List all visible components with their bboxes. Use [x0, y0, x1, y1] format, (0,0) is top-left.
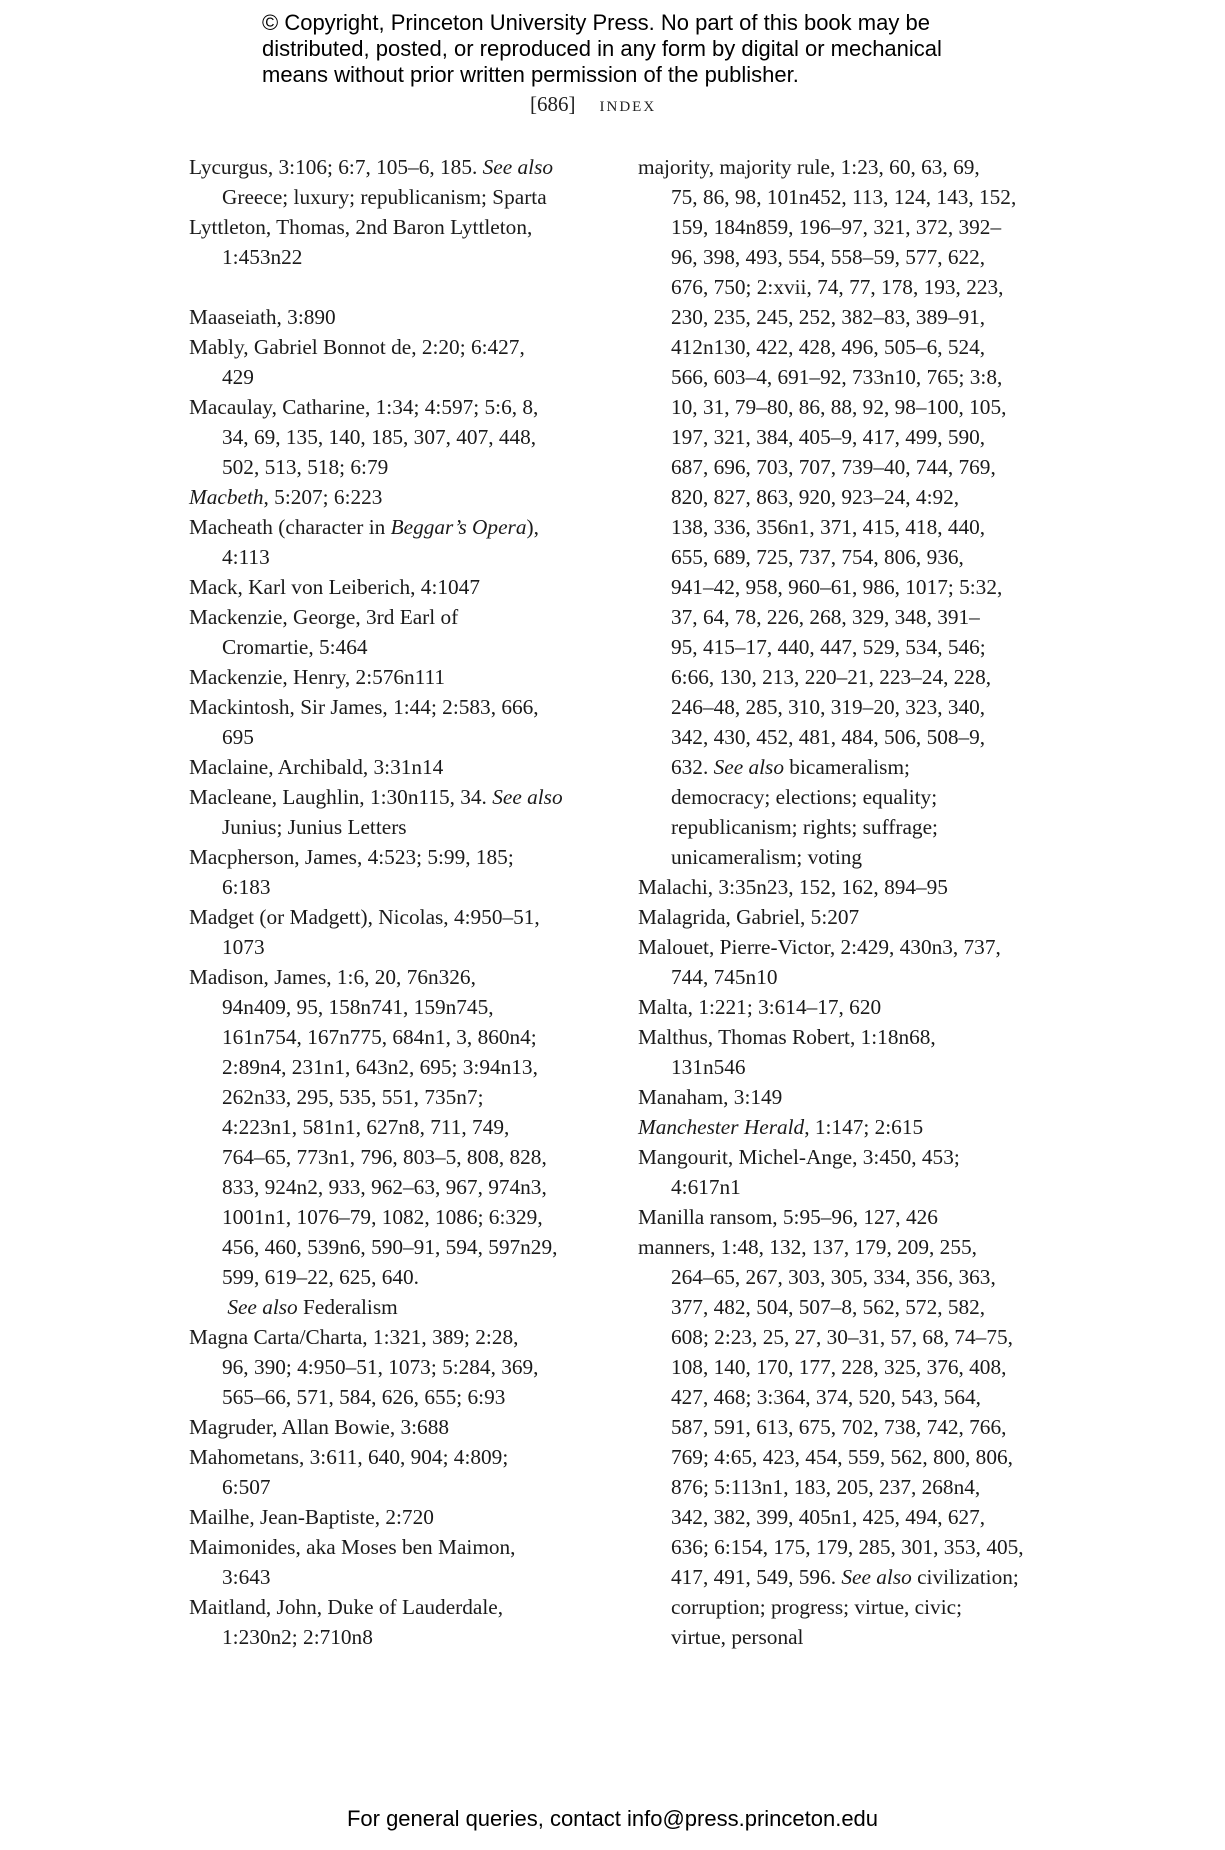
index-entry-continuation: 94n409, 95, 158n741, 159n745,	[222, 995, 494, 1019]
index-entry-continuation: 769; 4:65, 423, 454, 559, 562, 800, 806,	[671, 1445, 1013, 1469]
index-entry-continuation: 417, 491, 549, 596. See also civilization;	[671, 1565, 1019, 1589]
index-entry-continuation: democracy; elections; equality;	[671, 785, 938, 809]
index-entry-continuation: 566, 603–4, 691–92, 733n10, 765; 3:8,	[671, 365, 1003, 389]
index-entry: Maimonides, aka Moses ben Maimon,	[189, 1535, 516, 1559]
index-entry-continuation: 695	[222, 725, 254, 749]
copyright-line: © Copyright, Princeton University Press. No part of this book may be	[262, 10, 930, 35]
index-entry: Manchester Herald, 1:147; 2:615	[638, 1115, 924, 1139]
index-entry-continuation: 1001n1, 1076–79, 1082, 1086; 6:329,	[222, 1205, 543, 1229]
index-entry-continuation: 2:89n4, 231n1, 643n2, 695; 3:94n13,	[222, 1055, 538, 1079]
index-entry: Magruder, Allan Bowie, 3:688	[189, 1415, 449, 1439]
index-entry: Mangourit, Michel-Ange, 3:450, 453;	[638, 1145, 960, 1169]
index-entry-continuation: 34, 69, 135, 140, 185, 307, 407, 448,	[222, 425, 537, 449]
index-entry-continuation: 1:230n2; 2:710n8	[222, 1625, 373, 1649]
index-entry-continuation: 429	[222, 365, 254, 389]
index-entry-continuation: 4:113	[222, 545, 270, 569]
index-entry-continuation: republicanism; rights; suffrage;	[671, 815, 938, 839]
index-entry: manners, 1:48, 132, 137, 179, 209, 255,	[638, 1235, 977, 1259]
index-entry-continuation: 833, 924n2, 933, 962–63, 967, 974n3,	[222, 1175, 547, 1199]
index-entry: Mackenzie, Henry, 2:576n111	[189, 665, 446, 689]
index-entry: Macbeth, 5:207; 6:223	[189, 485, 383, 509]
index-entry-continuation: 502, 513, 518; 6:79	[222, 455, 389, 479]
index-entry-continuation: 764–65, 773n1, 796, 803–5, 808, 828,	[222, 1145, 547, 1169]
index-entry: Malachi, 3:35n23, 152, 162, 894–95	[638, 875, 948, 899]
index-gap	[189, 272, 609, 302]
index-entry-continuation: 599, 619–22, 625, 640.	[222, 1265, 419, 1289]
index-entry: Mackenzie, George, 3rd Earl of	[189, 605, 459, 629]
index-entry: Mably, Gabriel Bonnot de, 2:20; 6:427,	[189, 335, 525, 359]
index-entry-continuation: 1:453n22	[222, 245, 303, 269]
index-entry-continuation: 676, 750; 2:xvii, 74, 77, 178, 193, 223,	[671, 275, 1004, 299]
index-entry-continuation: 10, 31, 79–80, 86, 88, 92, 98–100, 105,	[671, 395, 1007, 419]
index-entry-continuation: corruption; progress; virtue, civic;	[671, 1595, 962, 1619]
index-entry: Mailhe, Jean-Baptiste, 2:720	[189, 1505, 434, 1529]
index-entry-continuation: 246–48, 285, 310, 319–20, 323, 340,	[671, 695, 986, 719]
index-entry-continuation: 687, 696, 703, 707, 739–40, 744, 769,	[671, 455, 996, 479]
index-entry-continuation: 412n130, 422, 428, 496, 505–6, 524,	[671, 335, 986, 359]
index-entry: Macaulay, Catharine, 1:34; 4:597; 5:6, 8,	[189, 395, 539, 419]
index-entry-continuation: 4:223n1, 581n1, 627n8, 711, 749,	[222, 1115, 510, 1139]
index-entry-continuation: 820, 827, 863, 920, 923–24, 4:92,	[671, 485, 960, 509]
index-entry: Mack, Karl von Leiberich, 4:1047	[189, 575, 480, 599]
index-entry-continuation: virtue, personal	[671, 1625, 804, 1649]
index-entry-continuation: 6:507	[222, 1475, 271, 1499]
index-entry: Macheath (character in Beggar’s Opera),	[189, 515, 539, 539]
index-entry-continuation: 161n754, 167n775, 684n1, 3, 860n4;	[222, 1025, 537, 1049]
index-entry-continuation: 95, 415–17, 440, 447, 529, 534, 546;	[671, 635, 986, 659]
index-entry-continuation: 6:183	[222, 875, 271, 899]
index-entry-continuation: 159, 184n859, 196–97, 321, 372, 392–	[671, 215, 1002, 239]
index-entry: Macleane, Laughlin, 1:30n115, 34. See also	[189, 785, 563, 809]
index-entry: Maaseiath, 3:890	[189, 305, 336, 329]
index-entry-continuation: Junius; Junius Letters	[222, 815, 407, 839]
index-entry-continuation: 4:617n1	[671, 1175, 741, 1199]
contact-footer: For general queries, contact info@press.princeton.edu	[346, 1806, 879, 1831]
index-entry-continuation: 1073	[222, 935, 265, 959]
index-entry-continuation: 131n546	[671, 1055, 746, 1079]
running-head	[530, 92, 656, 117]
index-entry: Maitland, John, Duke of Lauderdale,	[189, 1595, 504, 1619]
index-entry-continuation: Cromartie, 5:464	[222, 635, 368, 659]
index-entry-continuation: 456, 460, 539n6, 590–91, 594, 597n29,	[222, 1235, 558, 1259]
index-entry-continuation: 37, 64, 78, 226, 268, 329, 348, 391–	[671, 605, 980, 629]
copyright-notice	[262, 10, 1022, 88]
index-entry-continuation: 427, 468; 3:364, 374, 520, 543, 564,	[671, 1385, 981, 1409]
index-entry-continuation: 377, 482, 504, 507–8, 562, 572, 582,	[671, 1295, 986, 1319]
index-entry-continuation: 3:643	[222, 1565, 271, 1589]
index-entry: majority, majority rule, 1:23, 60, 63, 69,	[638, 155, 980, 179]
index-entry-continuation: 608; 2:23, 25, 27, 30–31, 57, 68, 74–75,	[671, 1325, 1013, 1349]
index-entry: Manilla ransom, 5:95–96, 127, 426	[638, 1205, 938, 1229]
index-entry: Malouet, Pierre-Victor, 2:429, 430n3, 737,	[638, 935, 1001, 959]
index-entry-continuation: 587, 591, 613, 675, 702, 738, 742, 766,	[671, 1415, 1007, 1439]
index-entry-continuation: See also Federalism	[227, 1295, 398, 1319]
section-title: index	[599, 92, 657, 116]
index-entry: Manaham, 3:149	[638, 1085, 783, 1109]
index-entry: Mackintosh, Sir James, 1:44; 2:583, 666,	[189, 695, 539, 719]
index-entry-continuation: 197, 321, 384, 405–9, 417, 499, 590,	[671, 425, 986, 449]
index-entry: Lyttleton, Thomas, 2nd Baron Lyttleton,	[189, 215, 533, 239]
index-entry-continuation: 96, 398, 493, 554, 558–59, 577, 622,	[671, 245, 986, 269]
index-entry-continuation: 565–66, 571, 584, 626, 655; 6:93	[222, 1385, 506, 1409]
index-entry-continuation: unicameralism; voting	[671, 845, 863, 869]
index-entry: Magna Carta/Charta, 1:321, 389; 2:28,	[189, 1325, 519, 1349]
index-entry-continuation: 876; 5:113n1, 183, 205, 237, 268n4,	[671, 1475, 981, 1499]
index-entry-continuation: 342, 430, 452, 481, 484, 506, 508–9,	[671, 725, 986, 749]
index-entry: Madison, James, 1:6, 20, 76n326,	[189, 965, 476, 989]
index-entry: Maclaine, Archibald, 3:31n14	[189, 755, 444, 779]
index-entry: Malagrida, Gabriel, 5:207	[638, 905, 860, 929]
copyright-line: means without prior written permission of the publisher.	[262, 62, 799, 87]
index-entry-continuation: 655, 689, 725, 737, 754, 806, 936,	[671, 545, 964, 569]
index-entry: Malthus, Thomas Robert, 1:18n68,	[638, 1025, 936, 1049]
index-entry-continuation: 230, 235, 245, 252, 382–83, 389–91,	[671, 305, 986, 329]
index-entry-continuation: 744, 745n10	[671, 965, 778, 989]
index-entry-continuation: 636; 6:154, 175, 179, 285, 301, 353, 405,	[671, 1535, 1024, 1559]
index-entry-continuation: 138, 336, 356n1, 371, 415, 418, 440,	[671, 515, 986, 539]
index-entry: Mahometans, 3:611, 640, 904; 4:809;	[189, 1445, 509, 1469]
index-entry: Madget (or Madgett), Nicolas, 4:950–51,	[189, 905, 540, 929]
index-entry-continuation: 342, 382, 399, 405n1, 425, 494, 627,	[671, 1505, 986, 1529]
index-entry-continuation: 264–65, 267, 303, 305, 334, 356, 363,	[671, 1265, 996, 1289]
index-entry-continuation: 941–42, 958, 960–61, 986, 1017; 5:32,	[671, 575, 1003, 599]
index-entry-continuation: 108, 140, 170, 177, 228, 325, 376, 408,	[671, 1355, 1007, 1379]
index-entry-continuation: 96, 390; 4:950–51, 1073; 5:284, 369,	[222, 1355, 539, 1379]
index-entry-continuation: Greece; luxury; republicanism; Sparta	[222, 185, 547, 209]
index-entry-continuation: 75, 86, 98, 101n452, 113, 124, 143, 152,	[671, 185, 1017, 209]
index-entry: Macpherson, James, 4:523; 5:99, 185;	[189, 845, 514, 869]
index-column-left	[189, 152, 609, 1652]
copyright-line: distributed, posted, or reproduced in any form by digital or mechanical	[262, 36, 942, 61]
index-entry-continuation: 262n33, 295, 535, 551, 735n7;	[222, 1085, 484, 1109]
index-column-right	[638, 152, 1068, 1652]
index-entry-continuation: 632. See also bicameralism;	[671, 755, 910, 779]
index-entry: Malta, 1:221; 3:614–17, 620	[638, 995, 882, 1019]
index-entry-continuation: 6:66, 130, 213, 220–21, 223–24, 228,	[671, 665, 992, 689]
index-entry: Lycurgus, 3:106; 6:7, 105–6, 185. See also	[189, 155, 554, 179]
page-number: [686]	[530, 92, 576, 116]
